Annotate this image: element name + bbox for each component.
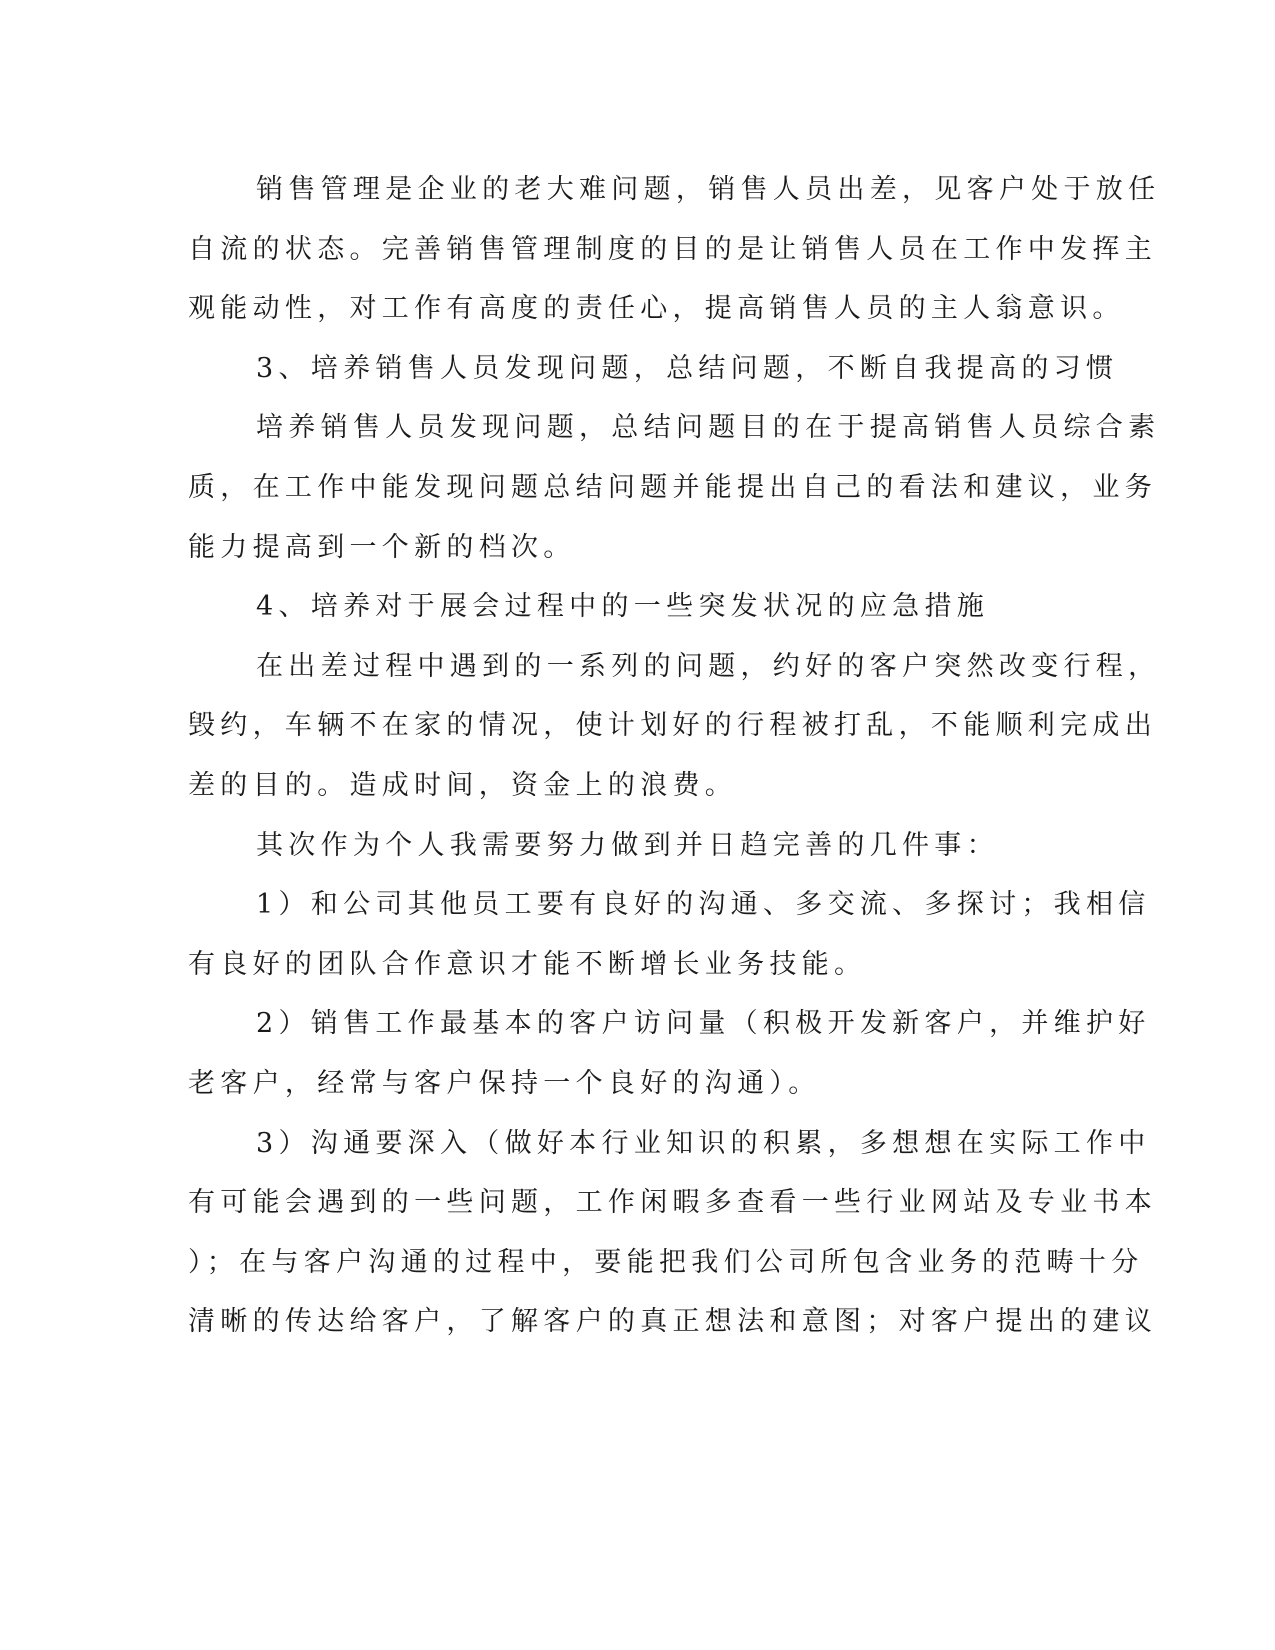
paragraph-line: 培养销售人员发现问题，总结问题目的在于提高销售人员综合素 [256, 412, 1161, 444]
section-heading: 3、培养销售人员发现问题，总结问题，不断自我提高的习惯 [256, 352, 1119, 384]
paragraph-line: 自流的状态。完善销售管理制度的目的是让销售人员在工作中发挥主 [188, 233, 1157, 265]
list-item-line: 清晰的传达给客户，了解客户的真正想法和意图；对客户提出的建议 [188, 1306, 1157, 1338]
paragraph-line: 质，在工作中能发现问题总结问题并能提出自己的看法和建议，业务 [188, 471, 1157, 503]
paragraph-line: 差的目的。造成时间，资金上的浪费。 [188, 769, 738, 801]
document-body [188, 160, 1161, 1352]
list-item-line: 3）沟通要深入（做好本行业知识的积累，多想想在实际工作中 [256, 1127, 1151, 1159]
paragraph-line: 在出差过程中遇到的一系列的问题，约好的客户突然改变行程， [256, 650, 1161, 682]
list-item-line: 2）销售工作最基本的客户访问量（积极开发新客户，并维护好 [256, 1008, 1151, 1040]
list-item-line: ）；在与客户沟通的过程中，要能把我们公司所包含业务的范畴十分 [188, 1246, 1144, 1278]
paragraph-line: 销售管理是企业的老大难问题，销售人员出差，见客户处于放任 [256, 174, 1161, 205]
paragraph-line: 毁约，车辆不在家的情况，使计划好的行程被打乱，不能顺利完成出 [188, 710, 1157, 742]
list-item-line: 1）和公司其他员工要有良好的沟通、多交流、多探讨；我相信 [256, 889, 1151, 921]
paragraph-line: 其次作为个人我需要努力做到并日趋完善的几件事： [256, 829, 999, 861]
list-item-line: 老客户，经常与客户保持一个良好的沟通）。 [188, 1067, 821, 1099]
list-item-line: 有良好的团队合作意识才能不断增长业务技能。 [188, 948, 867, 980]
list-item-line: 有可能会遇到的一些问题，工作闲暇多查看一些行业网站及专业书本 [188, 1187, 1157, 1219]
paragraph-line: 能力提高到一个新的档次。 [188, 531, 576, 563]
section-heading: 4、培养对于展会过程中的一些突发状况的应急措施 [256, 591, 990, 623]
paragraph-line: 观能动性，对工作有高度的责任心，提高销售人员的主人翁意识。 [188, 293, 1125, 325]
